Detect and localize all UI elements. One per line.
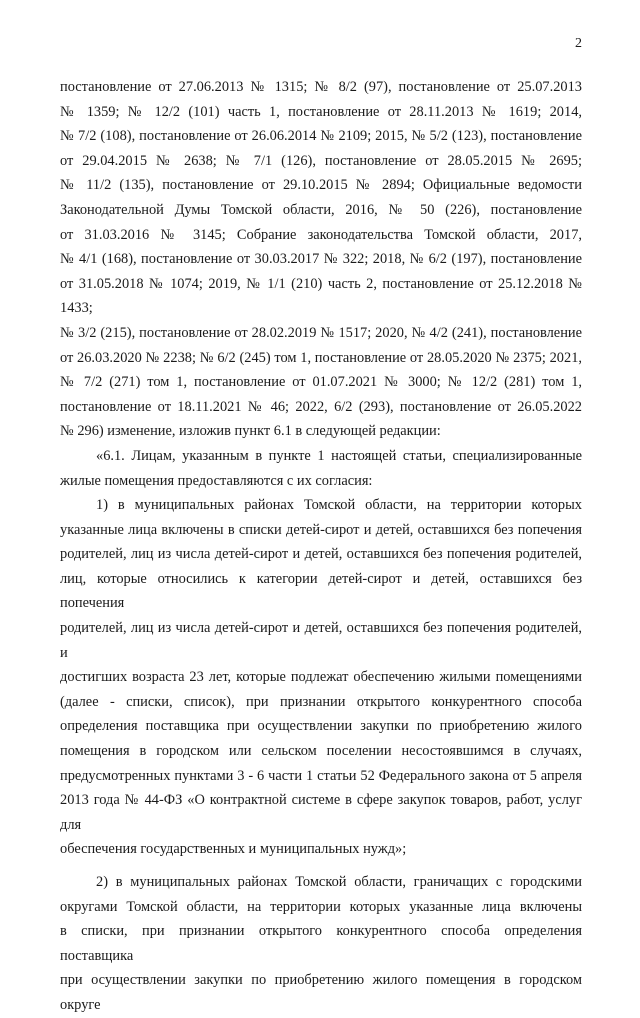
text-line: № 3/2 (215), постановление от 28.02.2019 № 1517; 2020, № 4/2 (241), постановление — [60, 324, 582, 341]
text-line: обеспечения государственных и муниципальных нужд»; — [60, 841, 407, 858]
text-line: 2) в муниципальных районах Томской области, граничащих с городскими — [96, 874, 582, 890]
paragraph-amendment-sources — [60, 75, 582, 444]
text-line: № 296) изменение, изложив пункт 6.1 в следующей редакции: — [60, 423, 441, 440]
text-line: (далее - списки, список), при признании открытого конкурентного способа — [60, 693, 582, 710]
text-line: указанные лица включены в списки детей-сирот и детей, оставшихся без попечения — [60, 521, 582, 538]
text-line: № 7/2 (108), постановление от 26.06.2014 № 2109; 2015, № 5/2 (123), постановление — [60, 128, 582, 145]
text-line: достигших возраста 23 лет, которые подлежат обеспечению жилыми помещениями — [60, 669, 582, 686]
text-line: «6.1. Лицам, указанным в пункте 1 настоящей статьи, специализированные — [96, 447, 582, 464]
text-line: от 31.03.2016 № 3145; Собрание законодательства Томской области, 2017, — [60, 226, 582, 243]
text-line: определения поставщика при осуществлении закупки по приобретению жилого — [60, 718, 582, 735]
text-line: 1) в муниципальных районах Томской области, на территории которых — [96, 497, 582, 514]
text-line: № 4/1 (168), постановление от 30.03.2017 № 322; 2018, № 6/2 (197), постановление — [60, 251, 582, 268]
text-line: № 7/2 (271) том 1, постановление от 01.07.2021 № 3000; № 12/2 (281) том 1, — [60, 374, 582, 391]
paragraph-clause-6-1 — [60, 444, 582, 493]
text-line: жилые помещения предоставляются с их согласия: — [60, 472, 373, 489]
text-line: № 11/2 (135), постановление от 29.10.2015 № 2894; Официальные ведомости — [60, 177, 582, 194]
text-line: № 1359; № 12/2 (101) часть 1, постановление от 28.11.2013 № 1619; 2014, — [60, 103, 582, 120]
text-line: в списки, при признании открытого конкурентного способа определения поставщика — [60, 923, 582, 964]
text-line: постановление от 27.06.2013 № 1315; № 8/2 (97), постановление от 25.07.2013 — [60, 79, 582, 95]
document-body — [60, 75, 582, 1018]
text-line: лиц, которые относились к категории детей-сирот и детей, оставшихся без попечения — [60, 570, 582, 612]
text-line: родителей, лиц из числа детей-сирот и детей, оставшихся без попечения родителей, и — [60, 620, 582, 661]
text-line: при осуществлении закупки по приобретению жилого помещения в городском округе — [60, 972, 582, 1013]
page-number: 2 — [575, 36, 582, 51]
text-line: помещения в городском или сельском поселении несостоявшимся в случаях, — [60, 743, 582, 760]
paragraph-item-1 — [60, 493, 582, 862]
text-line: родителей, лиц из числа детей-сирот и детей, оставшихся без попечения родителей, — [60, 546, 582, 563]
text-line: от 26.03.2020 № 2238; № 6/2 (245) том 1, постановление от 28.05.2020 № 2375; 2021, — [60, 349, 582, 366]
text-line: от 31.05.2018 № 1074; 2019, № 1/1 (210) часть 2, постановление от 25.12.2018 № 1433; — [60, 275, 582, 317]
text-line: Законодательной Думы Томской области, 2016, № 50 (226), постановление — [60, 201, 582, 218]
text-line: округами Томской области, на территории которых указанные лица включены — [60, 898, 582, 915]
text-line: предусмотренных пунктами 3 - 6 части 1 статьи 52 Федерального закона от 5 апреля — [60, 767, 582, 784]
paragraph-item-2 — [60, 870, 582, 1018]
text-line: от 29.04.2015 № 2638; № 7/1 (126), постановление от 28.05.2015 № 2695; — [60, 152, 582, 169]
text-line: 2013 года № 44-ФЗ «О контрактной системе в сфере закупок товаров, работ, услуг для — [60, 792, 582, 833]
text-line: постановление от 18.11.2021 № 46; 2022, 6/2 (293), постановление от 26.05.2022 — [60, 398, 582, 415]
